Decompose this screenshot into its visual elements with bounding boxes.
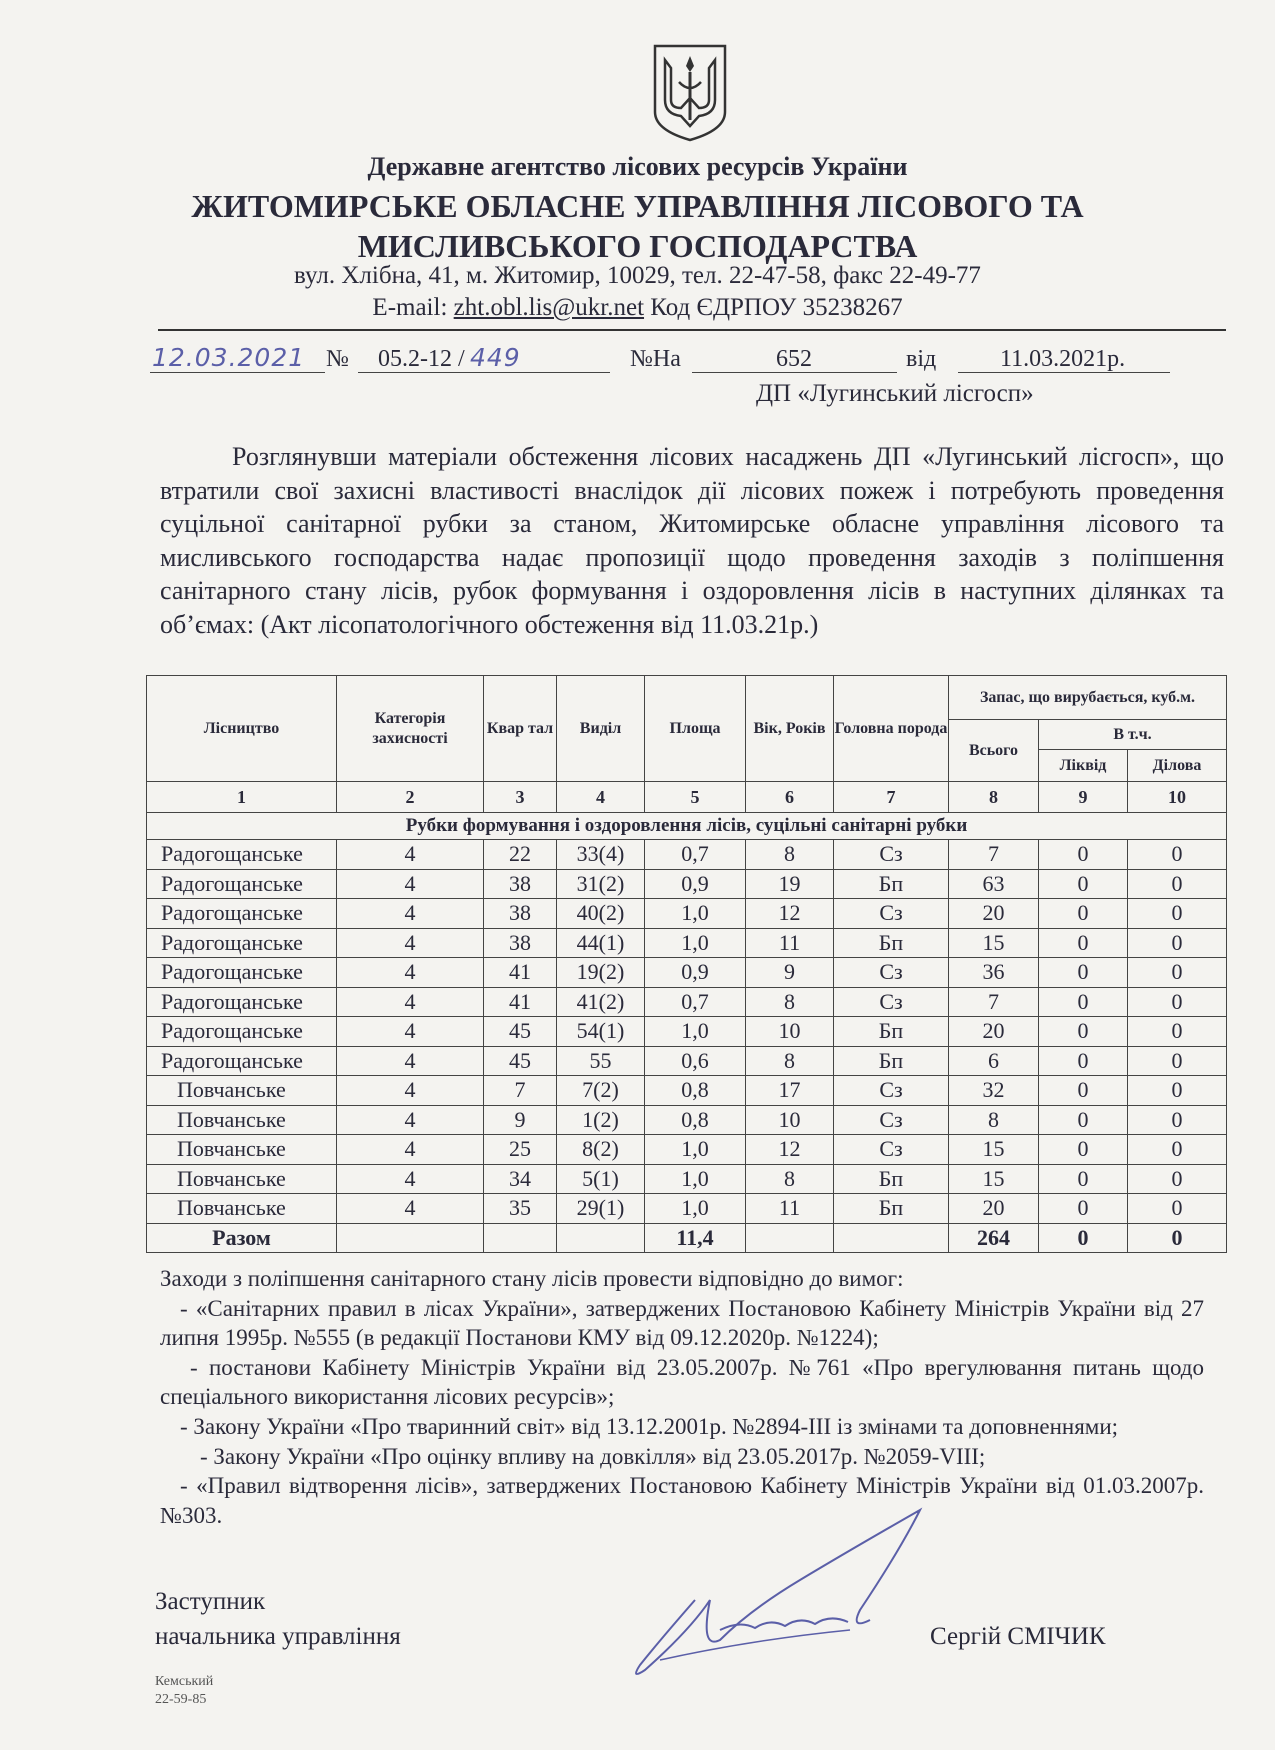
- cell-area: 0,9: [645, 869, 746, 899]
- cell-area: 0,8: [645, 1105, 746, 1135]
- requirement-item: - «Правил відтворення лісів», затверджених Постановою Кабінету Міністрів України від 01.03.2007р. №303.: [160, 1473, 1204, 1528]
- table-row: [147, 1135, 1227, 1165]
- header-category: Категорія захисності: [337, 676, 484, 782]
- cell-quarter: 25: [484, 1135, 557, 1165]
- header-including: В т.ч.: [1039, 720, 1227, 750]
- agency-name: Державне агентство лісових ресурсів України: [367, 152, 908, 181]
- reply-date-underline: [958, 372, 1170, 373]
- total-empty: [337, 1223, 484, 1253]
- total-label: Разом: [147, 1223, 337, 1253]
- total-row: [147, 1223, 1227, 1253]
- table-row: [147, 869, 1227, 899]
- requirement-item: - постанови Кабінету Міністрів України від 23.05.2007р. №761 «Про врегулювання питань щодо спеціального використання лісових ресурсів»;: [160, 1354, 1204, 1410]
- cell-forestry: Радогощанське: [147, 987, 337, 1017]
- cell-species: Сз: [834, 1076, 949, 1106]
- cell-species: Сз: [834, 987, 949, 1017]
- header-stock: Запас, що вирубається, куб.м.: [949, 676, 1227, 720]
- cell-quarter: 22: [484, 840, 557, 870]
- org-line-1: ЖИТОМИРСЬКЕ ОБЛАСНЕ УПРАВЛІННЯ ЛІСОВОГО ТА: [191, 188, 1084, 224]
- trident-emblem-icon: [651, 42, 729, 142]
- signer-position-line-2: начальника управління: [155, 1623, 401, 1650]
- cell-area: 1,0: [645, 1194, 746, 1224]
- cell-age: 10: [746, 1105, 834, 1135]
- cell-quarter: 38: [484, 869, 557, 899]
- cell-stock-business: 0: [1128, 840, 1227, 870]
- cell-forestry: Повчанське: [147, 1194, 337, 1224]
- executor-note: [155, 1673, 213, 1709]
- cell-forestry: Повчанське: [147, 1135, 337, 1165]
- section-title: Рубки формування і оздоровлення лісів, суцільні санітарні рубки: [147, 813, 1227, 840]
- col-num: 2: [337, 782, 484, 813]
- cell-stock-business: 0: [1128, 1017, 1227, 1047]
- cell-stock-business: 0: [1128, 1194, 1227, 1224]
- total-empty: [746, 1223, 834, 1253]
- cell-plot: 44(1): [557, 928, 645, 958]
- cell-stock-business: 0: [1128, 987, 1227, 1017]
- cell-species: Сз: [834, 1135, 949, 1165]
- reply-number-underline: [692, 372, 897, 373]
- cell-quarter: 34: [484, 1164, 557, 1194]
- cell-age: 12: [746, 899, 834, 929]
- cell-species: Сз: [834, 840, 949, 870]
- col-num: 7: [834, 782, 949, 813]
- cell-age: 8: [746, 840, 834, 870]
- total-area: 11,4: [645, 1223, 746, 1253]
- cell-area: 0,8: [645, 1076, 746, 1106]
- cell-stock-liquid: 0: [1039, 1046, 1128, 1076]
- total-stock: 264: [949, 1223, 1039, 1253]
- cell-area: 1,0: [645, 1164, 746, 1194]
- cell-category: 4: [337, 1194, 484, 1224]
- cell-stock-total: 15: [949, 1164, 1039, 1194]
- header-total: Всього: [949, 720, 1039, 782]
- cell-category: 4: [337, 1017, 484, 1047]
- cell-species: Сз: [834, 958, 949, 988]
- reply-date: 11.03.2021р.: [1000, 346, 1126, 372]
- cell-category: 4: [337, 869, 484, 899]
- cell-stock-total: 20: [949, 1017, 1039, 1047]
- cell-stock-total: 15: [949, 1135, 1039, 1165]
- intro-paragraph: [160, 440, 1224, 641]
- cell-quarter: 38: [484, 899, 557, 929]
- contact-line: [0, 294, 1275, 322]
- cell-stock-liquid: 0: [1039, 1017, 1128, 1047]
- cell-quarter: 9: [484, 1105, 557, 1135]
- col-num: 3: [484, 782, 557, 813]
- total-empty: [834, 1223, 949, 1253]
- email-label: E-mail:: [372, 294, 448, 321]
- cell-plot: 41(2): [557, 987, 645, 1017]
- cell-plot: 31(2): [557, 869, 645, 899]
- cell-stock-liquid: 0: [1039, 869, 1128, 899]
- table-row: [147, 958, 1227, 988]
- cell-category: 4: [337, 1164, 484, 1194]
- cell-stock-total: 6: [949, 1046, 1039, 1076]
- cell-quarter: 41: [484, 987, 557, 1017]
- cell-species: Бп: [834, 1017, 949, 1047]
- header-liquid: Ліквід: [1039, 750, 1128, 782]
- cell-stock-liquid: 0: [1039, 840, 1128, 870]
- total-liquid: 0: [1039, 1223, 1128, 1253]
- cell-plot: 40(2): [557, 899, 645, 929]
- cell-species: Бп: [834, 1194, 949, 1224]
- cell-age: 19: [746, 869, 834, 899]
- from-label: від: [906, 346, 937, 372]
- cell-plot: 8(2): [557, 1135, 645, 1165]
- cell-stock-total: 20: [949, 899, 1039, 929]
- table-row: [147, 1046, 1227, 1076]
- column-number-row: [147, 782, 1227, 813]
- header-area: Площа: [645, 676, 746, 782]
- email-link[interactable]: zht.obl.lis@ukr.net: [453, 294, 645, 321]
- col-num: 6: [746, 782, 834, 813]
- felling-table: [146, 675, 1227, 1253]
- cell-stock-business: 0: [1128, 1076, 1227, 1106]
- col-num: 4: [557, 782, 645, 813]
- cell-area: 1,0: [645, 1017, 746, 1047]
- organization-address: вул. Хлібна, 41, м. Житомир, 10029, тел. 22-47-58, факс 22-49-77: [294, 262, 981, 289]
- cell-stock-business: 0: [1128, 1105, 1227, 1135]
- date-underline: [150, 372, 325, 373]
- intro-text: Розглянувши матеріали обстеження лісових насаджень ДП «Лугинський лісгосп», що втратили свої захисні властивості внаслідок дії лісових пожеж і потребують проведення суцільної санітарної рубки за станом, Житомирське обласне управління лісового та мисливського господарства надає пропозиції щодо проведення заходів з поліпшення санітарного стану лісів, рубок формування і оздоровлення лісів в наступних ділянках та об’ємах: (Акт лісопатологічного обстеження від 11.03.21р.): [160, 442, 1224, 639]
- cell-area: 1,0: [645, 928, 746, 958]
- outgoing-date: 12.03.2021: [152, 343, 306, 372]
- cell-stock-total: 63: [949, 869, 1039, 899]
- recipient: ДП «Лугинський лісгосп»: [756, 380, 1034, 407]
- cell-forestry: Радогощанське: [147, 899, 337, 929]
- cell-stock-liquid: 0: [1039, 1194, 1128, 1224]
- cell-stock-liquid: 0: [1039, 958, 1128, 988]
- cell-stock-liquid: 0: [1039, 1105, 1128, 1135]
- number-label: №: [326, 346, 349, 372]
- cell-stock-liquid: 0: [1039, 1135, 1128, 1165]
- cell-category: 4: [337, 1076, 484, 1106]
- total-empty: [484, 1223, 557, 1253]
- requirements-lead: Заходи з поліпшення санітарного стану лісів провести відповідно до вимог:: [160, 1266, 904, 1291]
- cell-forestry: Повчанське: [147, 1105, 337, 1135]
- cell-stock-business: 0: [1128, 1164, 1227, 1194]
- cell-forestry: Радогощанське: [147, 1017, 337, 1047]
- cell-stock-total: 36: [949, 958, 1039, 988]
- cell-category: 4: [337, 840, 484, 870]
- cell-plot: 55: [557, 1046, 645, 1076]
- col-num: 10: [1128, 782, 1227, 813]
- executor-name: Кемський: [155, 1674, 214, 1689]
- table-row: [147, 1164, 1227, 1194]
- col-num: 8: [949, 782, 1039, 813]
- cell-age: 11: [746, 1194, 834, 1224]
- cell-species: Сз: [834, 899, 949, 929]
- cell-stock-liquid: 0: [1039, 987, 1128, 1017]
- cell-stock-liquid: 0: [1039, 1076, 1128, 1106]
- reply-number: 652: [776, 346, 812, 372]
- cell-forestry: Повчанське: [147, 1076, 337, 1106]
- org-line-2: МИСЛИВСЬКОГО ГОСПОДАРСТВА: [357, 228, 918, 264]
- cell-category: 4: [337, 1046, 484, 1076]
- cell-plot: 1(2): [557, 1105, 645, 1135]
- cell-stock-business: 0: [1128, 869, 1227, 899]
- cell-forestry: Радогощанське: [147, 958, 337, 988]
- cell-forestry: Радогощанське: [147, 1046, 337, 1076]
- cell-category: 4: [337, 1135, 484, 1165]
- header-plot: Виділ: [557, 676, 645, 782]
- cell-category: 4: [337, 1105, 484, 1135]
- requirement-item: - «Санітарних правил в лісах України», затверджених Постановою Кабінету Міністрів України від 27 липня 1995р. №555 (в редакції Постанови КМУ від 09.12.2020р. №1224);: [160, 1295, 1204, 1351]
- edrpou-code: Код ЄДРПОУ 35238267: [650, 294, 903, 321]
- cell-plot: 33(4): [557, 840, 645, 870]
- cell-area: 0,9: [645, 958, 746, 988]
- cell-age: 8: [746, 987, 834, 1017]
- cell-age: 8: [746, 1164, 834, 1194]
- cell-category: 4: [337, 987, 484, 1017]
- cell-quarter: 45: [484, 1017, 557, 1047]
- cell-species: Бп: [834, 1046, 949, 1076]
- cell-forestry: Радогощанське: [147, 869, 337, 899]
- organization-name: [0, 186, 1275, 266]
- cell-plot: 19(2): [557, 958, 645, 988]
- table-row: [147, 899, 1227, 929]
- cell-stock-liquid: 0: [1039, 899, 1128, 929]
- table-row: [147, 1076, 1227, 1106]
- cell-stock-total: 20: [949, 1194, 1039, 1224]
- cell-plot: 29(1): [557, 1194, 645, 1224]
- outgoing-number: 05.2-12 /: [378, 346, 465, 372]
- col-num: 5: [645, 782, 746, 813]
- cell-plot: 5(1): [557, 1164, 645, 1194]
- table-row: [147, 987, 1227, 1017]
- total-empty: [557, 1223, 645, 1253]
- reply-label: №На: [630, 346, 681, 372]
- table-row: [147, 928, 1227, 958]
- cell-quarter: 38: [484, 928, 557, 958]
- cell-age: 8: [746, 1046, 834, 1076]
- signer-name: Сергій СМІЧИК: [930, 1623, 1106, 1650]
- cell-species: Сз: [834, 1105, 949, 1135]
- cell-stock-liquid: 0: [1039, 928, 1128, 958]
- header-age: Вік, Років: [746, 676, 834, 782]
- cell-stock-business: 0: [1128, 1046, 1227, 1076]
- cell-area: 0,6: [645, 1046, 746, 1076]
- cell-quarter: 35: [484, 1194, 557, 1224]
- cell-area: 1,0: [645, 899, 746, 929]
- cell-age: 10: [746, 1017, 834, 1047]
- header-business: Ділова: [1128, 750, 1227, 782]
- cell-quarter: 7: [484, 1076, 557, 1106]
- table-row: [147, 1194, 1227, 1224]
- cell-stock-business: 0: [1128, 928, 1227, 958]
- cell-stock-total: 8: [949, 1105, 1039, 1135]
- cell-plot: 54(1): [557, 1017, 645, 1047]
- header-forestry: Лісництво: [147, 676, 337, 782]
- col-num: 9: [1039, 782, 1128, 813]
- total-business: 0: [1128, 1223, 1227, 1253]
- cell-stock-business: 0: [1128, 1135, 1227, 1165]
- cell-age: 17: [746, 1076, 834, 1106]
- table-row: [147, 840, 1227, 870]
- cell-species: Бп: [834, 1164, 949, 1194]
- executor-phone: 22-59-85: [155, 1692, 207, 1707]
- requirement-item: - Закону України «Про оцінку впливу на довкілля» від 23.05.2017р. №2059-VIII;: [200, 1443, 986, 1469]
- cell-quarter: 41: [484, 958, 557, 988]
- cell-species: Бп: [834, 869, 949, 899]
- cell-stock-liquid: 0: [1039, 1164, 1128, 1194]
- cell-category: 4: [337, 899, 484, 929]
- cell-stock-total: 7: [949, 840, 1039, 870]
- cell-stock-business: 0: [1128, 899, 1227, 929]
- header-species: Головна порода: [834, 676, 949, 782]
- cell-stock-total: 7: [949, 987, 1039, 1017]
- outgoing-number-handwritten: 449: [470, 343, 521, 372]
- col-num: 1: [147, 782, 337, 813]
- cell-stock-total: 15: [949, 928, 1039, 958]
- cell-age: 9: [746, 958, 834, 988]
- table-row: [147, 1017, 1227, 1047]
- cell-area: 0,7: [645, 987, 746, 1017]
- cell-forestry: Повчанське: [147, 1164, 337, 1194]
- requirement-item: - Закону України «Про тваринний світ» від 13.12.2001р. №2894-ІІІ із змінами та доповненнями;: [180, 1413, 1119, 1439]
- cell-forestry: Радогощанське: [147, 928, 337, 958]
- table-row: [147, 1105, 1227, 1135]
- cell-category: 4: [337, 958, 484, 988]
- cell-area: 0,7: [645, 840, 746, 870]
- cell-plot: 7(2): [557, 1076, 645, 1106]
- handwritten-signature: [600, 1490, 980, 1690]
- cell-age: 12: [746, 1135, 834, 1165]
- cell-area: 1,0: [645, 1135, 746, 1165]
- signer-position-line-1: Заступник: [155, 1588, 266, 1615]
- cell-species: Бп: [834, 928, 949, 958]
- cell-stock-business: 0: [1128, 958, 1227, 988]
- header-divider: [158, 329, 1226, 331]
- cell-quarter: 45: [484, 1046, 557, 1076]
- cell-forestry: Радогощанське: [147, 840, 337, 870]
- cell-category: 4: [337, 928, 484, 958]
- header-quarter: Квар тал: [484, 676, 557, 782]
- number-underline: [358, 372, 610, 373]
- section-row: [147, 813, 1227, 840]
- cell-age: 11: [746, 928, 834, 958]
- cell-stock-total: 32: [949, 1076, 1039, 1106]
